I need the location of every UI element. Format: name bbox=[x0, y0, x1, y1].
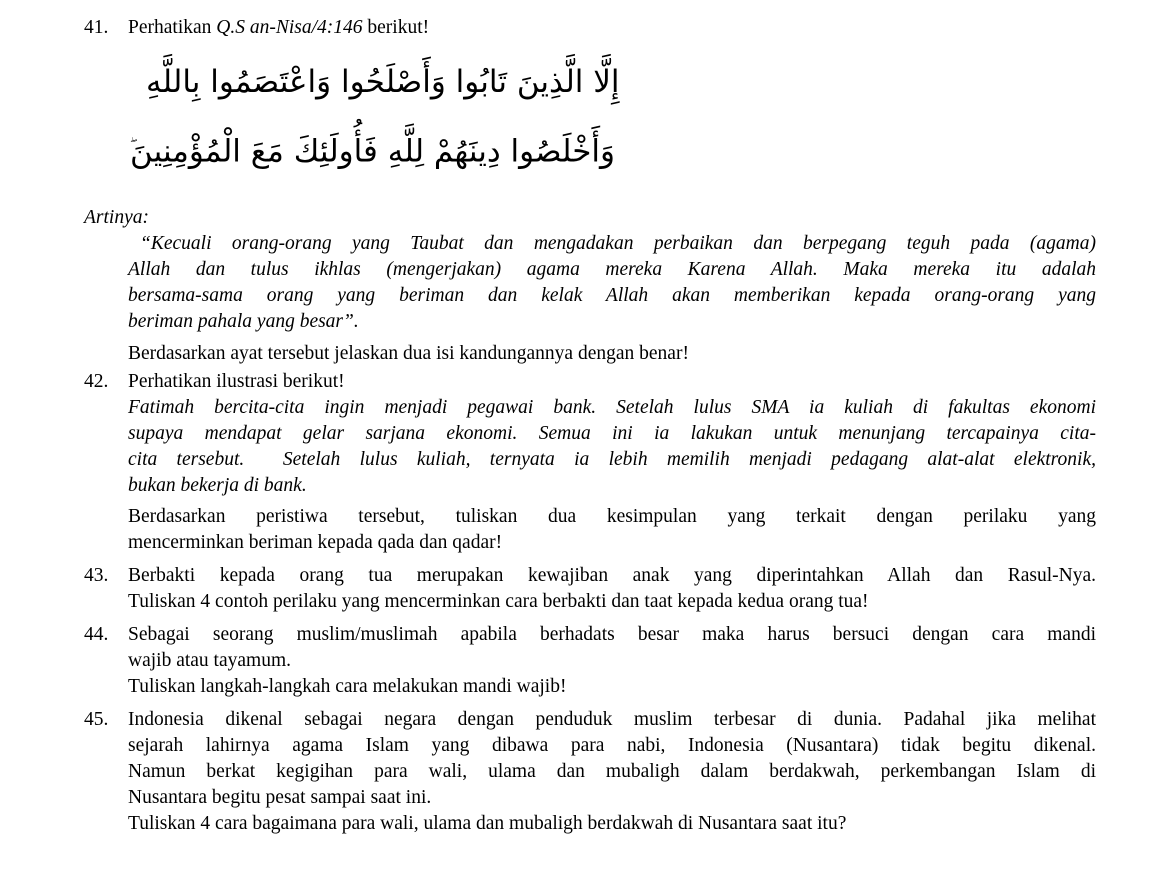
question-41 bbox=[84, 15, 1096, 367]
question-43-number: 43. bbox=[84, 565, 109, 587]
arabic-verse-line-1: إِلَّا الَّذِينَ تَابُوا وَأَصْلَحُوا وَاعْتَصَمُوا بِاللَّهِ bbox=[146, 64, 620, 100]
question-41-task: Berdasarkan ayat tersebut jelaskan dua isi kandungannya dengan benar! bbox=[128, 343, 689, 365]
question-45-task: Tuliskan 4 cara bagaimana para wali, ulama dan mubaligh berdakwah di Nusantara saat itu? bbox=[128, 813, 847, 835]
artinya-label: Artinya: bbox=[84, 207, 149, 229]
question-41-number: 41. bbox=[84, 17, 109, 38]
question-45-line: Indonesia dikenal sebagai negara dengan penduduk muslim terbesar di dunia. Padahal jika melihat bbox=[128, 709, 1096, 731]
question-42-task-line: mencerminkan beriman kepada qada dan qadar! bbox=[128, 532, 503, 554]
translation-line: Allah dan tulus ikhlas (mengerjakan) agama mereka Karena Allah. Maka mereka itu adalah bbox=[128, 259, 1096, 281]
illustration-line: bukan bekerja di bank. bbox=[128, 475, 307, 497]
question-41-intro bbox=[128, 15, 1096, 41]
question-44-task: Tuliskan langkah-langkah cara melakukan mandi wajib! bbox=[128, 676, 567, 698]
translation-line: bersama-sama orang yang beriman dan kelak Allah akan memberikan kepada orang-orang yang bbox=[128, 285, 1096, 307]
question-44-line: Sebagai seorang muslim/muslimah apabila berhadats besar maka harus bersuci dengan cara mandi bbox=[128, 624, 1096, 646]
illustration-line: Fatimah bercita-cita ingin menjadi pegawai bank. Setelah lulus SMA ia kuliah di fakultas ekonomi bbox=[128, 397, 1096, 419]
question-42 bbox=[84, 369, 1096, 556]
question-43 bbox=[84, 563, 1096, 615]
arabic-verse-line-2-text: وَأَخْلَصُوا دِينَهُمْ لِلَّهِ فَأُولَئِكَ مَعَ الْمُؤْمِنِينَ bbox=[130, 133, 615, 170]
translation-line: beriman pahala yang besar”. bbox=[128, 311, 359, 333]
illustration-line: cita tersebut. Setelah lulus kuliah, ternyata ia lebih memilih menjadi pedagang alat-alat elektronik, bbox=[128, 449, 1096, 471]
verse-reference: Q.S an-Nisa/4:146 bbox=[216, 17, 363, 38]
question-45-line: Namun berkat kegigihan para wali, ulama dan mubaligh dalam berdakwah, perkembangan Islam di bbox=[128, 761, 1096, 783]
question-41-intro-suffix: berikut! bbox=[362, 17, 430, 38]
question-42-number: 42. bbox=[84, 371, 109, 393]
question-41-intro-prefix: Perhatikan bbox=[128, 17, 217, 38]
question-44-line: wajib atau tayamum. bbox=[128, 650, 291, 672]
question-43-line: Tuliskan 4 contoh perilaku yang mencerminkan cara berbakti dan taat kepada kedua orang tua! bbox=[128, 591, 869, 613]
question-44 bbox=[84, 622, 1096, 700]
question-45-number: 45. bbox=[84, 709, 109, 731]
question-43-line: Berbakti kepada orang tua merupakan kewajiban anak yang diperintahkan Allah dan Rasul-Nya. bbox=[128, 565, 1096, 587]
illustration-line: supaya mendapat gelar sarjana ekonomi. Semua ini ia lakukan untuk menunjang tercapainya cita- bbox=[128, 423, 1096, 445]
translation-line: “Kecuali orang-orang yang Taubat dan mengadakan perbaikan dan berpegang teguh pada (agama) bbox=[140, 233, 1096, 255]
question-42-intro: Perhatikan ilustrasi berikut! bbox=[128, 371, 345, 393]
question-44-number: 44. bbox=[84, 624, 109, 646]
question-45 bbox=[84, 707, 1096, 837]
question-45-line: Nusantara begitu pesat sampai saat ini. bbox=[128, 787, 432, 809]
arabic-verse-line-2 bbox=[128, 114, 615, 183]
arabic-verse bbox=[128, 50, 1096, 183]
question-42-task-line: Berdasarkan peristiwa tersebut, tuliskan dua kesimpulan yang terkait dengan perilaku yang bbox=[128, 506, 1096, 528]
question-45-line: sejarah lahirnya agama Islam yang dibawa para nabi, Indonesia (Nusantara) tidak begitu dikenal. bbox=[128, 735, 1096, 757]
